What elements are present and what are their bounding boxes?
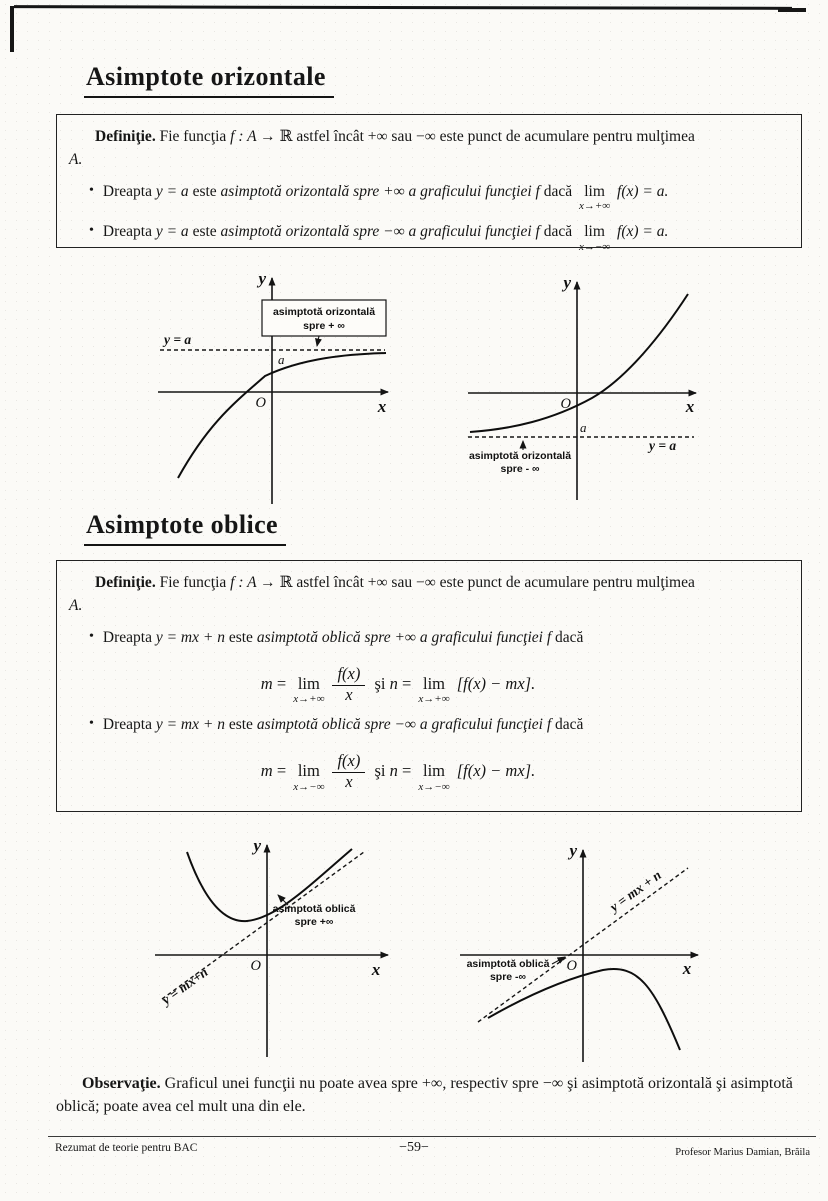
fraction-numerator: f(x)	[332, 665, 365, 686]
m-symbol: m	[260, 761, 273, 780]
text-run: Dreapta	[102, 716, 156, 733]
bullet-text	[103, 626, 584, 649]
definition-label: Definiţie.	[95, 128, 156, 145]
x-axis-label: x	[377, 397, 387, 416]
bullet-oblique-minus	[89, 713, 787, 736]
set-label: A.	[69, 597, 83, 615]
text-run: este	[224, 628, 257, 646]
definition-box-oblique	[56, 560, 802, 812]
equation: y = mx + n	[155, 628, 225, 646]
reals-symbol: ℝ	[279, 128, 293, 145]
fraction-numerator: f(x)	[332, 752, 365, 773]
italic-phrase: asimptotă oblică spre −∞ a graficului funcţiei f	[256, 716, 552, 733]
fraction	[332, 665, 365, 705]
text-run: Dreapta	[102, 223, 156, 240]
graph-horizontal-minus-svg	[452, 272, 702, 504]
definition-box-horizontal	[56, 114, 802, 253]
n-symbol: n	[389, 761, 398, 780]
limit-subscript: x→−∞	[579, 240, 611, 253]
text-run: dacă	[539, 182, 576, 200]
italic-phrase: asimptotă orizontală spre −∞ a graficului funcţiei f	[220, 223, 540, 240]
fraction-denominator: x	[345, 684, 353, 704]
annotation-line1: asimptotă oblică	[466, 958, 550, 970]
limit-word: lim	[297, 761, 320, 780]
expression: [f(x) − mx].	[452, 761, 536, 780]
y-axis-label: y	[258, 269, 266, 288]
italic-phrase: asimptotă oblică spre +∞ a graficului funcţiei f	[256, 628, 552, 646]
set-label: A.	[69, 151, 83, 169]
graph-horizontal-minus	[452, 272, 702, 509]
annotation-line2: spre + ∞	[303, 320, 345, 332]
fraction	[332, 752, 365, 792]
annotation-arrow	[317, 336, 319, 346]
page-number: −59−	[399, 1140, 429, 1155]
function-curve	[470, 294, 688, 432]
function-signature: f : A →	[230, 574, 280, 591]
intercept-label: a	[580, 420, 587, 435]
x-axis-label: x	[682, 959, 692, 978]
n-symbol: n	[389, 673, 398, 693]
bullet-horizontal-minus	[89, 220, 787, 253]
y-axis-label: y	[563, 273, 571, 292]
expression: f(x) = a.	[613, 182, 669, 200]
x-axis-label: x	[685, 397, 695, 416]
intercept-label: a	[278, 352, 285, 367]
graph-oblique-plus-svg	[142, 835, 397, 1061]
expression: f(x) = a.	[613, 223, 669, 240]
bullet-oblique-plus	[89, 626, 787, 649]
text-run: dacă	[539, 223, 576, 240]
limit-notation	[293, 763, 324, 793]
definition-paragraph	[69, 125, 787, 172]
limit-notation	[418, 673, 450, 706]
text-run: astfel încât +∞ sau −∞ este punct de acumulare pentru mulţimea	[292, 574, 695, 591]
equation: y = a	[155, 223, 189, 240]
equation: y = mx + n	[155, 716, 225, 733]
limit-notation	[579, 224, 610, 253]
limit-word: lim	[422, 673, 445, 693]
annotation-line2: spre +∞	[294, 916, 334, 928]
limit-word: lim	[297, 673, 320, 693]
oblique-formula-plus	[69, 665, 727, 705]
text-run: astfel încât +∞ sau −∞ este punct de acumulare pentru mulţimea	[292, 128, 695, 145]
footer-rule	[48, 1136, 816, 1137]
text-run: şi	[370, 673, 390, 693]
reals-symbol: ℝ	[279, 574, 293, 591]
origin-label: O	[250, 958, 261, 974]
function-curve	[178, 353, 386, 478]
asymptote-equation-label: y = mx + n	[606, 867, 665, 915]
graph-oblique-minus	[448, 840, 703, 1073]
annotation-line1: asimptotă orizontală	[272, 306, 376, 318]
definition-paragraph	[69, 571, 787, 618]
origin-label: O	[255, 395, 266, 411]
bullet-text	[103, 180, 668, 213]
limit-notation	[579, 184, 610, 213]
function-signature: f : A →	[230, 128, 280, 145]
m-symbol: m	[260, 673, 273, 693]
definition-label: Definiţie.	[95, 574, 156, 591]
text-run: Dreapta	[102, 628, 156, 646]
origin-label: O	[566, 958, 577, 974]
observation-paragraph	[56, 1072, 806, 1118]
limit-word: lim	[584, 223, 605, 240]
origin-label: O	[560, 396, 571, 412]
annotation-line2: spre -∞	[489, 971, 527, 983]
asymptote-equation-label: y = a	[164, 332, 192, 347]
annotation-line1: asimptotă orizontală	[468, 450, 572, 462]
fraction-denominator: x	[345, 772, 353, 792]
text-run: Dreapta	[102, 182, 156, 200]
limit-notation	[293, 673, 325, 706]
limit-subscript: x→+∞	[418, 693, 450, 705]
limit-word: lim	[422, 761, 445, 780]
equals: =	[272, 761, 291, 780]
bullet-text	[103, 220, 668, 253]
graph-horizontal-plus	[138, 264, 400, 513]
observation-text: Graficul unei funcţii nu poate avea spre +∞, respectiv spre −∞ şi asimptotă orizontală şi asimptotă oblică; poate avea cel mult una din ele.	[56, 1075, 793, 1116]
bullet-horizontal-plus	[89, 180, 787, 213]
annotation-line2: spre - ∞	[500, 463, 540, 475]
x-axis-label: x	[371, 960, 381, 979]
limit-subscript: x→+∞	[579, 200, 611, 212]
text-run: este	[188, 182, 221, 200]
limit-subscript: x→−∞	[418, 780, 450, 793]
limit-subscript: x→−∞	[293, 780, 325, 793]
scan-artifact-top	[14, 5, 792, 10]
scan-artifact-right	[778, 8, 806, 12]
oblique-formula-minus	[69, 752, 727, 792]
section-title-oblique: Asimptote oblice	[84, 510, 286, 546]
text-run: Fie funcţia	[155, 128, 231, 145]
equals: =	[397, 761, 416, 780]
footer-left-text: Rezumat de teorie pentru BAC	[55, 1142, 198, 1154]
text-run: este	[188, 223, 221, 240]
text-run: şi	[370, 761, 390, 780]
scan-artifact-left	[10, 6, 14, 52]
equation: y = a	[155, 182, 189, 200]
graph-oblique-plus	[142, 835, 397, 1066]
limit-word: lim	[584, 182, 605, 200]
limit-subscript: x→+∞	[293, 693, 325, 705]
limit-notation	[418, 763, 449, 793]
asymptote-equation-label: y = a	[649, 438, 677, 453]
asymptote-equation-label: y = mx+n	[158, 964, 211, 1008]
y-axis-label: y	[569, 841, 577, 860]
observation-label: Observaţie.	[82, 1075, 161, 1092]
graph-oblique-minus-svg	[448, 840, 703, 1068]
expression: [f(x) − mx].	[452, 673, 536, 693]
bullet-text	[103, 713, 584, 736]
graph-horizontal-plus-svg	[138, 264, 400, 508]
section-title-horizontal: Asimptote orizontale	[84, 62, 334, 98]
italic-phrase: asimptotă orizontală spre +∞ a graficului funcţiei f	[220, 182, 540, 200]
text-run: este	[224, 716, 257, 733]
annotation-line1: asimptotă oblică	[272, 903, 356, 915]
text-run: dacă	[551, 716, 584, 733]
y-axis-label: y	[253, 836, 261, 855]
equals: =	[272, 673, 291, 693]
footer-right-text: Profesor Marius Damian, Brăila	[675, 1147, 810, 1158]
equals: =	[397, 673, 416, 693]
text-run: dacă	[551, 628, 584, 646]
text-run: Fie funcţia	[155, 574, 231, 591]
